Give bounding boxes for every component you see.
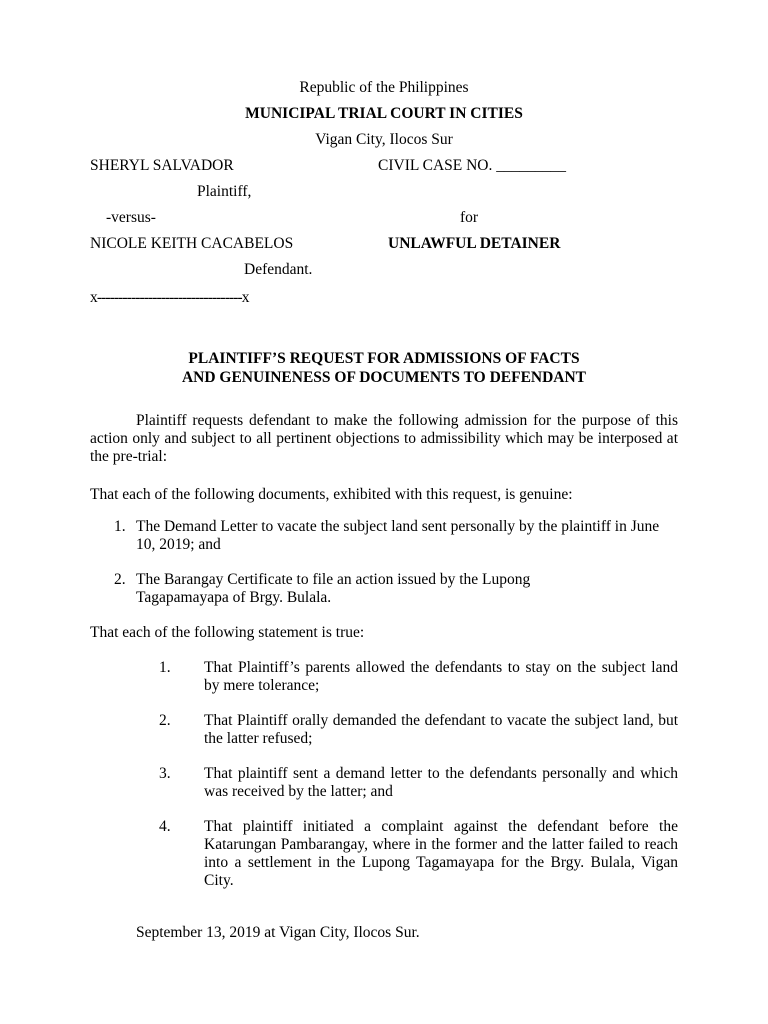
plaintiff-role: Plaintiff, bbox=[197, 183, 252, 200]
document-title-line-2: AND GENUINENESS OF DOCUMENTS TO DEFENDANT bbox=[181, 369, 587, 386]
statement-item-number: 4. bbox=[159, 818, 171, 835]
statement-item-text: That plaintiff initiated a complaint against the defendant before the Katarungan Pambarangay, where in the former and the latter failed to reach into a settlement in the Lupong Tagamayapa for the Brgy. Bulala, Vigan City. bbox=[204, 818, 678, 889]
court-heading: MUNICIPAL TRIAL COURT IN CITIES bbox=[245, 105, 523, 122]
versus-label: -versus- bbox=[106, 209, 156, 226]
for-label: for bbox=[460, 209, 479, 226]
caption-separator: x----------------------------------x bbox=[90, 289, 249, 306]
date-place-line: September 13, 2019 at Vigan City, Ilocos Sur. bbox=[136, 924, 420, 941]
civil-case-number: CIVIL CASE NO. _________ bbox=[378, 157, 567, 174]
statement-item-text: That Plaintiff orally demanded the defendant to vacate the subject land, but the latter refused; bbox=[204, 712, 678, 747]
statement-item-number: 3. bbox=[159, 765, 171, 782]
documents-lead: That each of the following documents, exhibited with this request, is genuine: bbox=[90, 486, 573, 503]
court-location: Vigan City, Ilocos Sur bbox=[315, 131, 453, 148]
document-item-number: 1. bbox=[114, 518, 126, 535]
document-item-text: The Barangay Certificate to file an action issued by the Lupong Tagapamayapa of Brgy. Bulala. bbox=[136, 571, 531, 606]
republic-heading: Republic of the Philippines bbox=[299, 79, 469, 96]
statements-lead: That each of the following statement is true: bbox=[90, 624, 365, 641]
defendant-name: NICOLE KEITH CACABELOS bbox=[90, 235, 294, 252]
defendant-role: Defendant. bbox=[244, 261, 313, 278]
document-title-line-1: PLAINTIFF’S REQUEST FOR ADMISSIONS OF FACTS bbox=[188, 350, 580, 367]
document-item-number: 2. bbox=[114, 571, 126, 588]
statement-item-text: That plaintiff sent a demand letter to the defendants personally and which was received by the latter; and bbox=[204, 765, 678, 800]
statement-item-number: 2. bbox=[159, 712, 171, 729]
plaintiff-name: SHERYL SALVADOR bbox=[90, 157, 234, 174]
statement-item-text: That Plaintiff’s parents allowed the defendants to stay on the subject land by mere tolerance; bbox=[204, 659, 678, 694]
document-item-text: The Demand Letter to vacate the subject land sent personally by the plaintiff in June 10, 2019; and bbox=[136, 518, 660, 553]
statement-item-number: 1. bbox=[159, 659, 171, 676]
intro-paragraph: Plaintiff requests defendant to make the following admission for the purpose of this action only and subject to all pertinent objections to admissibility which may be interposed at the pre-trial: bbox=[90, 412, 678, 465]
case-nature: UNLAWFUL DETAINER bbox=[388, 235, 561, 252]
